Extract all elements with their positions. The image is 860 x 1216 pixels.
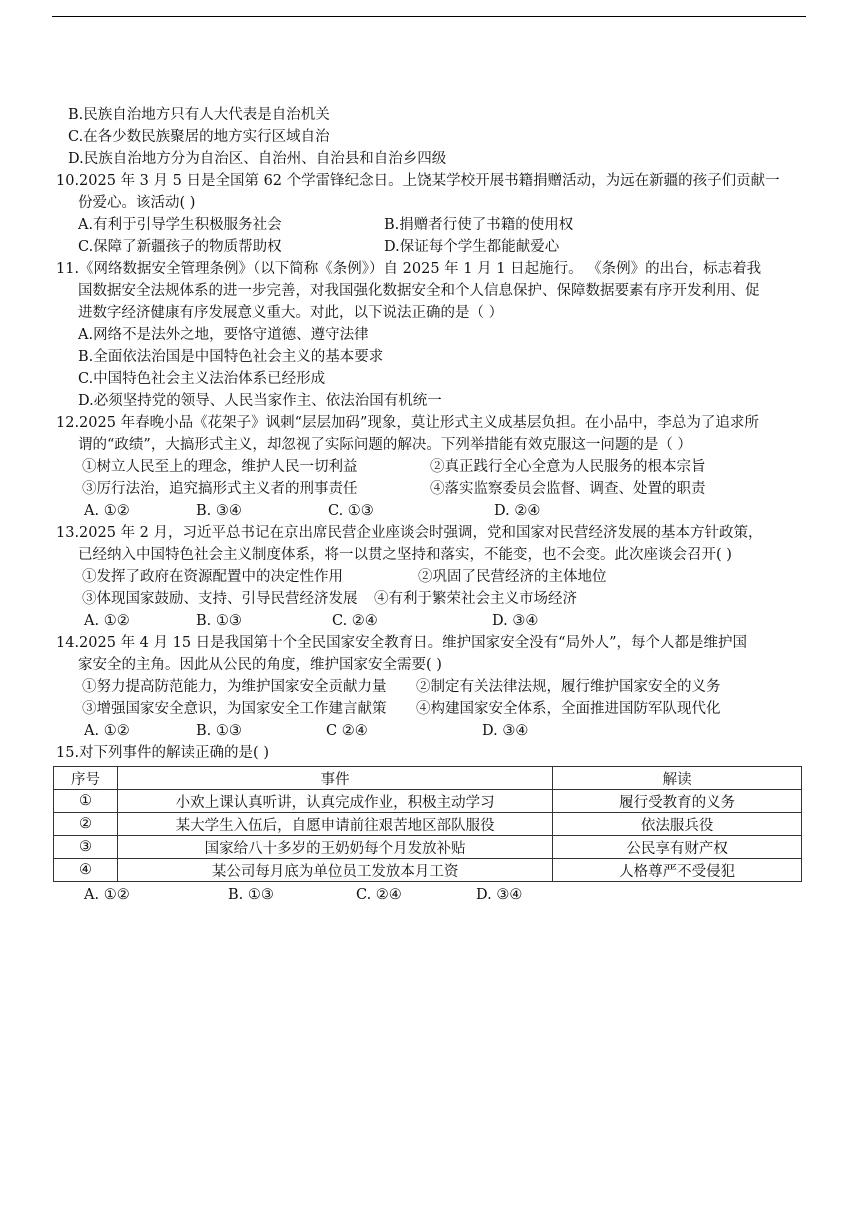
row-interpretation: 公民享有财产权 xyxy=(553,836,802,859)
q14-item-1: ①努力提高防范能力，为维护国家安全贡献力量 xyxy=(82,679,387,695)
row-number: ② xyxy=(54,813,118,836)
table-row xyxy=(54,790,802,813)
q13-stem: 13.2025 年 2 月，习近平总书记在京出席民营企业座谈会时强调，党和国家对民营经济发展的基本方针政策， xyxy=(56,525,763,541)
q13-answer-c: C. ②④ xyxy=(332,613,378,629)
q15-table xyxy=(53,766,802,882)
q15-answer-c: C. ②④ xyxy=(356,887,402,903)
q10-option-c: C.保障了新疆孩子的物质帮助权 xyxy=(78,239,282,255)
row-number: ④ xyxy=(54,859,118,882)
q15-stem: 15.对下列事件的解读正确的是( ) xyxy=(56,745,269,761)
q14-answers xyxy=(56,720,804,742)
q12-answer-b: B. ③④ xyxy=(196,503,242,519)
q12-item-4: ④落实监察委员会监督、调查、处置的职责 xyxy=(430,481,706,497)
q13-items-row xyxy=(56,566,804,588)
question-10 xyxy=(56,170,804,258)
q11-stem-cont: 进数字经济健康有序发展意义重大。对此，以下说法正确的是（ ） xyxy=(78,305,504,321)
row-interpretation: 依法服兵役 xyxy=(553,813,802,836)
q9-option-c: C.在各少数民族聚居的地方实行区域自治 xyxy=(68,129,330,145)
question-11 xyxy=(56,258,804,412)
q12-answer-d: D. ②④ xyxy=(494,503,541,519)
table-row xyxy=(54,836,802,859)
q14-stem-cont: 家安全的主角。因此从公民的角度，维护国家安全需要( ) xyxy=(78,657,442,673)
q12-answer-a: A. ①② xyxy=(84,503,130,519)
q11-option-c: C.中国特色社会主义法治体系已经形成 xyxy=(78,371,326,387)
q13-item-2: ②巩固了民营经济的主体地位 xyxy=(418,569,607,585)
q12-answers xyxy=(56,500,804,522)
q12-answer-c: C. ①③ xyxy=(328,503,374,519)
header-rule xyxy=(52,16,806,17)
q13-items-row xyxy=(56,588,804,610)
q10-option-b: B.捐赠者行使了书籍的使用权 xyxy=(384,217,574,233)
q12-stem-cont: 谓的“政绩”，大搞形式主义，却忽视了实际问题的解决。下列举措能有效克服这一问题的是（ ） xyxy=(78,437,692,453)
q14-items-row xyxy=(56,676,804,698)
q13-answer-a: A. ①② xyxy=(84,613,130,629)
q10-options-row xyxy=(56,214,804,236)
q12-items-row xyxy=(56,478,804,500)
q9-option-b: B.民族自治地方只有人大代表是自治机关 xyxy=(68,107,330,123)
q14-items-row xyxy=(56,698,804,720)
q11-stem-cont: 国数据安全法规体系的进一步完善，对我国强化数据安全和个人信息保护、保障数据要素有序开发利用、促 xyxy=(78,283,760,299)
q14-stem: 14.2025 年 4 月 15 日是我国第十个全民国家安全教育日。维护国家安全没有“局外人”，每个人都是维护国 xyxy=(56,635,748,651)
header-cell-event: 事件 xyxy=(117,767,552,790)
question-14 xyxy=(56,632,804,742)
table-row xyxy=(54,859,802,882)
q11-option-a: A.网络不是法外之地，要恪守道德、遵守法律 xyxy=(78,327,369,343)
q10-options-row xyxy=(56,236,804,258)
question-13 xyxy=(56,522,804,632)
q13-stem-cont: 已经纳入中国特色社会主义制度体系，将一以贯之坚持和落实，不能变，也不会变。此次座谈会召开( ) xyxy=(78,547,732,563)
q13-item-4: ④有利于繁荣社会主义市场经济 xyxy=(374,591,577,607)
row-number: ③ xyxy=(54,836,118,859)
q13-answer-b: B. ①③ xyxy=(196,613,242,629)
q15-answers xyxy=(56,884,804,906)
q10-stem: 10.2025 年 3 月 5 日是全国第 62 个学雷锋纪念日。上饶某学校开展书籍捐赠活动，为远在新疆的孩子们贡献一 xyxy=(56,173,780,189)
exam-page xyxy=(56,104,804,906)
q13-answers xyxy=(56,610,804,632)
q14-answer-d: D. ③④ xyxy=(482,723,529,739)
q13-item-3: ③体现国家鼓励、支持、引导民营经济发展 xyxy=(82,591,358,607)
row-number: ① xyxy=(54,790,118,813)
q15-answer-d: D. ③④ xyxy=(476,887,523,903)
row-event: 国家给八十多岁的王奶奶每个月发放补贴 xyxy=(117,836,552,859)
q12-item-1: ①树立人民至上的理念，维护人民一切利益 xyxy=(82,459,358,475)
q11-option-d: D.必须坚持党的领导、人民当家作主、依法治国有机统一 xyxy=(78,393,442,409)
row-interpretation: 人格尊严不受侵犯 xyxy=(553,859,802,882)
header-cell-interpretation: 解读 xyxy=(553,767,802,790)
q14-answer-c: C ②④ xyxy=(326,723,368,739)
q12-stem: 12.2025 年春晚小品《花架子》讽刺“层层加码”现象，莫让形式主义成基层负担。在小品中，李总为了追求所 xyxy=(56,415,759,431)
q13-item-1: ①发挥了政府在资源配置中的决定性作用 xyxy=(82,569,343,585)
q11-stem: 11.《网络数据安全管理条例》（以下简称《条例》）自 2025 年 1 月 1 日起施行。 《条例》的出台，标志着我 xyxy=(56,261,762,277)
q10-option-a: A.有利于引导学生积极服务社会 xyxy=(78,217,282,233)
q13-answer-d: D. ③④ xyxy=(492,613,539,629)
q14-answer-a: A. ①② xyxy=(84,723,130,739)
question-15 xyxy=(56,742,804,906)
q14-answer-b: B. ①③ xyxy=(196,723,242,739)
q14-item-2: ②制定有关法律法规，履行维护国家安全的义务 xyxy=(416,679,721,695)
q14-item-4: ④构建国家安全体系，全面推进国防军队现代化 xyxy=(416,701,721,717)
q15-answer-a: A. ①② xyxy=(84,887,130,903)
row-event: 某大学生入伍后，自愿申请前往艰苦地区部队服役 xyxy=(117,813,552,836)
question-9-options xyxy=(56,104,804,170)
q12-item-3: ③厉行法治，追究搞形式主义者的刑事责任 xyxy=(82,481,358,497)
q12-items-row xyxy=(56,456,804,478)
q15-answer-b: B. ①③ xyxy=(228,887,274,903)
q9-option-d: D.民族自治地方分为自治区、自治州、自治县和自治乡四级 xyxy=(68,151,447,167)
table-header-row xyxy=(54,767,802,790)
q11-option-b: B.全面依法治国是中国特色社会主义的基本要求 xyxy=(78,349,384,365)
row-interpretation: 履行受教育的义务 xyxy=(553,790,802,813)
header-cell-number: 序号 xyxy=(54,767,118,790)
q14-item-3: ③增强国家安全意识，为国家安全工作建言献策 xyxy=(82,701,387,717)
table-row xyxy=(54,813,802,836)
q12-item-2: ②真正践行全心全意为人民服务的根本宗旨 xyxy=(430,459,706,475)
question-12 xyxy=(56,412,804,522)
q10-stem-cont: 份爱心。该活动( ) xyxy=(78,195,196,211)
q10-option-d: D.保证每个学生都能献爱心 xyxy=(384,239,560,255)
row-event: 某公司每月底为单位员工发放本月工资 xyxy=(117,859,552,882)
row-event: 小欢上课认真听讲，认真完成作业，积极主动学习 xyxy=(117,790,552,813)
